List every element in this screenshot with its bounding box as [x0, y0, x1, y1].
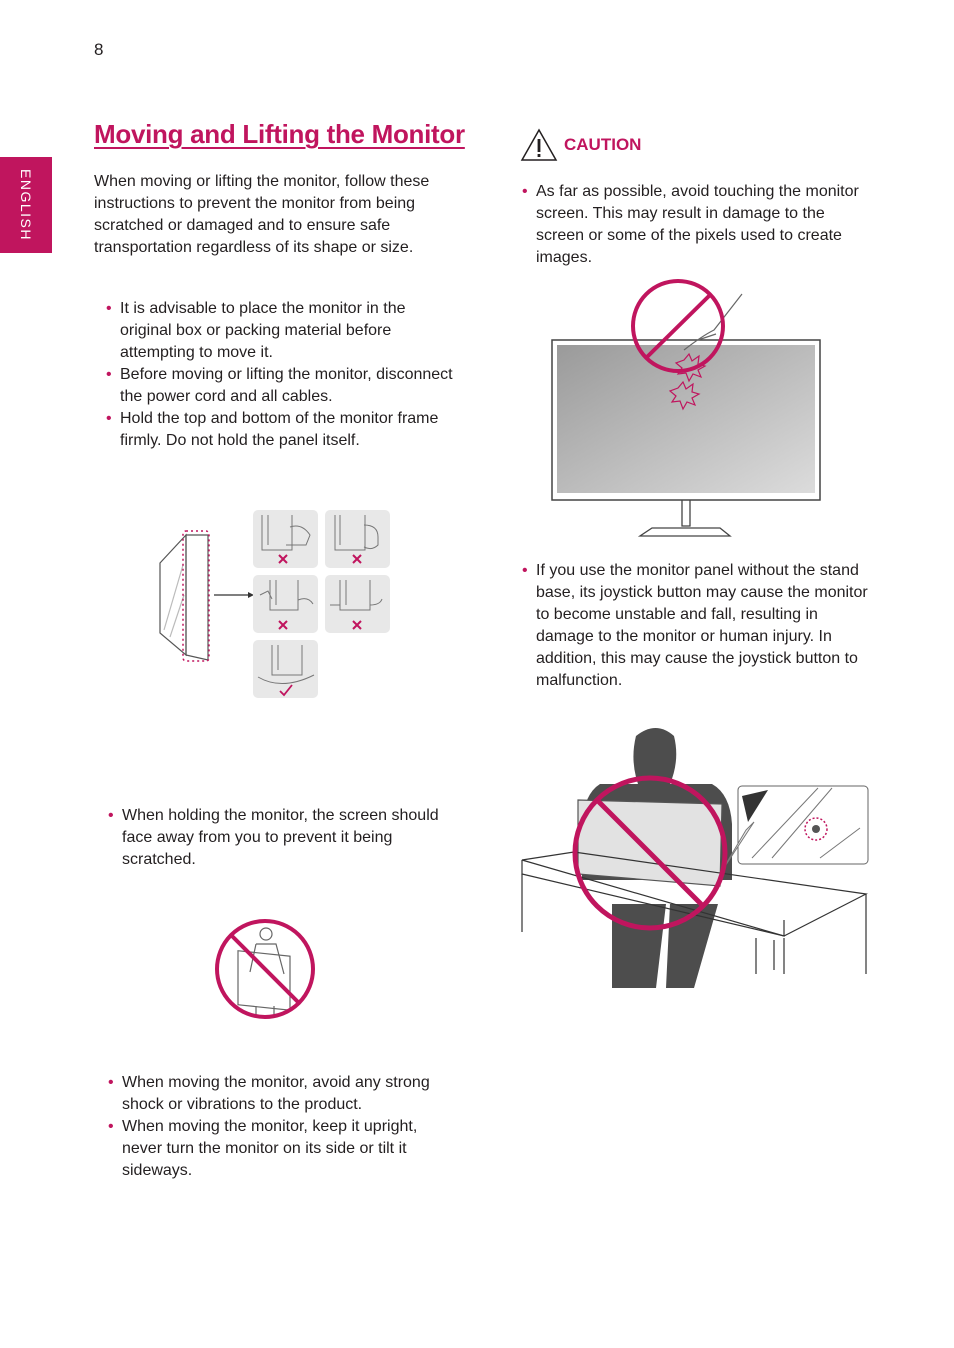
touch-screen-prohibited-illustration — [548, 278, 824, 546]
list-item: • When holding the monitor, the screen should face away from you to prevent it being scratched. — [96, 805, 460, 871]
frame-highlight — [183, 531, 209, 661]
monitor-panel — [578, 800, 722, 886]
caution-heading — [520, 128, 641, 162]
language-label: ENGLISH — [18, 169, 34, 241]
holding-positions-illustration — [150, 505, 395, 705]
panel-without-stand-prohibited-illustration — [520, 724, 872, 992]
caution-label: CAUTION — [564, 135, 642, 154]
list-item: • As far as possible, avoid touching the monitor screen. This may result in damage to the screen or some of the pixels used to create images. — [510, 181, 868, 269]
list-item: • When moving the monitor, avoid any strong shock or vibrations to the product. — [96, 1072, 460, 1116]
caution-list-touch — [510, 181, 868, 269]
person-head — [260, 928, 272, 940]
monitor-side-view — [160, 535, 208, 660]
warning-triangle-icon — [520, 128, 558, 162]
list-item: • Before moving or lifting the monitor, disconnect the power cord and all cables. — [94, 364, 460, 408]
joystick-button-icon — [812, 825, 820, 833]
caution-list-joystick — [510, 560, 874, 692]
bullet-list-screen-facing — [96, 805, 460, 871]
monitor-screen — [557, 345, 815, 493]
list-item: • Hold the top and bottom of the monitor frame firmly. Do not hold the panel itself. — [94, 408, 460, 452]
carry-prohibited-illustration — [212, 916, 318, 1022]
bullet-list-moving — [96, 1072, 460, 1182]
section-title: Moving and Lifting the Monitor — [94, 119, 465, 149]
hold-grid — [253, 510, 390, 698]
intro-paragraph: When moving or lifting the monitor, follow these instructions to prevent the monitor from being scratched or damaged and to ensure safe transportation regardless of its shape or size. — [94, 173, 430, 256]
list-item: • When moving the monitor, keep it upright, never turn the monitor on its side or tilt it sideways. — [96, 1116, 460, 1182]
bullet-list-handling — [94, 298, 460, 452]
list-item: • If you use the monitor panel without the stand base, its joystick button may cause the monitor to become unstable and fall, resulting in damage to the monitor or human injury. In addition, this may cause the joystick button to malfunction. — [510, 560, 874, 692]
language-side-tab — [0, 157, 52, 253]
list-item: • It is advisable to place the monitor in the original box or packing material before attempting to move it. — [94, 298, 460, 364]
monitor-stand — [640, 528, 730, 536]
page-number: 8 — [94, 40, 104, 59]
